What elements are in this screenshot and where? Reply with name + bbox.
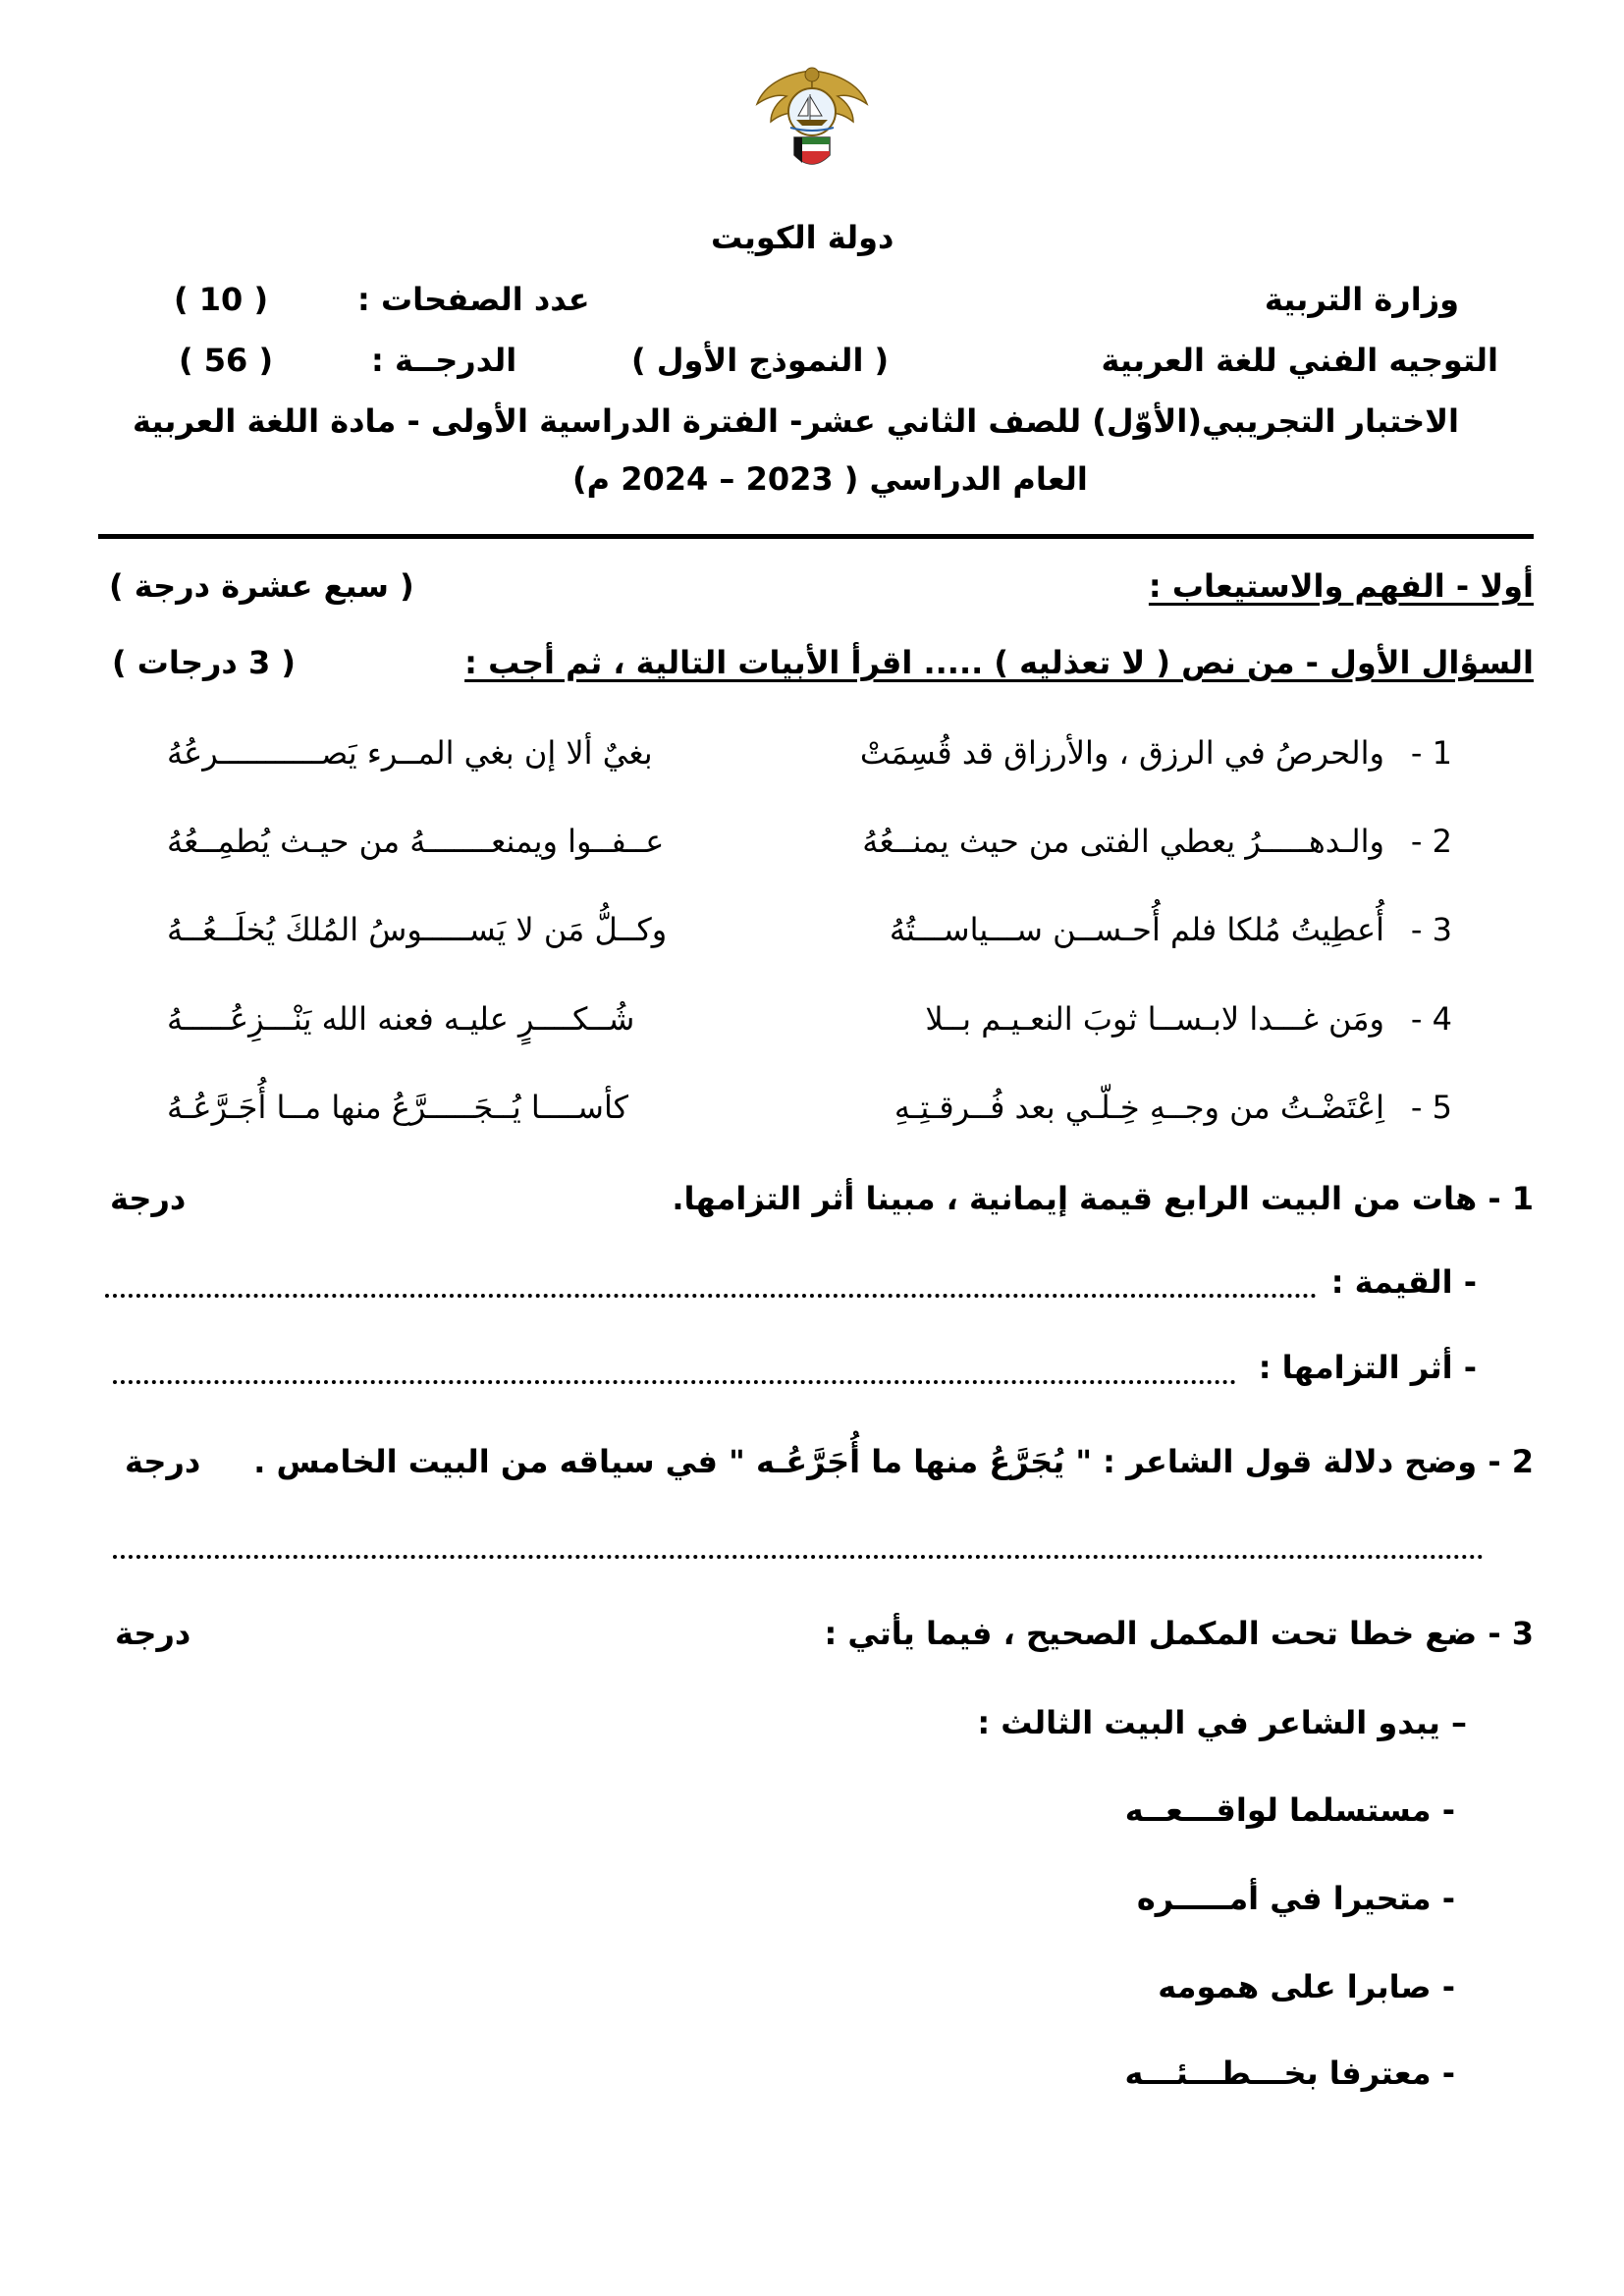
q1-effect-label: - أثر التزامها : [1258, 1349, 1477, 1386]
section-title: أولا - الفهم والاستيعاب : [1148, 567, 1534, 605]
verse-3-second-hemistich: وكــلُّ مَن لا يَســـــوسُ المُلكَ يُخلَــعُــهُ [167, 911, 668, 948]
q2-text: 2 - وضح دلالة قول الشاعر : " يُجَرَّعُ منها ما أُجَرَّعُـه " في سياقه من البيت الخامس . [253, 1443, 1534, 1480]
verse-3-number: 3 - [1410, 911, 1452, 948]
pages-label: عدد الصفحات : [357, 281, 590, 318]
model-label: ( النموذج الأول ) [631, 342, 890, 379]
q3-option-1[interactable]: - مستسلما لواقـــعــه [1124, 1791, 1455, 1829]
pages-value: ( 10 ) [174, 281, 269, 318]
verse-2-first-hemistich: والـدهـــــرُ يعطي الفتى من حيث يمنــعُهُ [862, 823, 1384, 860]
q3-option-4[interactable]: - معترفا بخـــطـــئـــه [1124, 2055, 1455, 2092]
department-label: التوجيه الفني للغة العربية [1101, 342, 1498, 379]
question-score: ( 3 درجات ) [112, 644, 297, 681]
grade-value: ( 56 ) [179, 342, 274, 379]
q1-value-label: - القيمة : [1330, 1263, 1477, 1301]
verse-4-number: 4 - [1410, 1000, 1452, 1038]
academic-year: العام الدراسي ( 2023 – 2024 م) [572, 460, 1088, 498]
question-title: السؤال الأول - من نص ( لا تعذليه ) ..... اقرأ الأبيات التالية ، ثم أجب : [464, 644, 1534, 681]
verse-5-first-hemistich: اِعْتَضْـتُ من وجــهِ خِـلّـي بعد فُــرقـتِـهِ [893, 1089, 1384, 1126]
verse-2-number: 2 - [1410, 823, 1452, 860]
verse-3-first-hemistich: أُعطِيتُ مُلكا فلم أُحـســن ســـياســـتُهُ [889, 911, 1384, 948]
q1-mark: درجة [110, 1180, 187, 1217]
grade-label: الدرجــة : [371, 342, 517, 379]
exam-title: الاختبار التجريبي(الأوّل) للصف الثاني عشر- الفترة الدراسية الأولى - مادة اللغة العربية [132, 402, 1459, 440]
q3-option-3[interactable]: - صابرا على همومه [1158, 1968, 1455, 2005]
q3-option-2[interactable]: - متحيرا في أمـــــره [1136, 1880, 1455, 1917]
q1-effect-answer-line[interactable] [113, 1380, 1236, 1384]
ministry-label: وزارة التربية [1264, 281, 1459, 318]
state-title: دولة الكويت [711, 219, 894, 256]
section-score: ( سبع عشرة درجة ) [109, 567, 414, 605]
kuwait-emblem [751, 61, 873, 177]
verse-1-second-hemistich: بغيٌ ألا إن بغي المــرء يَصـــــــــــرعُهُ [167, 734, 653, 772]
verse-4-first-hemistich: ومَن غـــدا لابـســا ثوبَ النعـيـم بــلا [925, 1000, 1384, 1038]
verse-1-first-hemistich: والحرصُ في الرزق ، والأرزاق قد قُسِمَتْ [859, 734, 1384, 772]
q2-mark: درجة [125, 1443, 201, 1480]
verse-5-number: 5 - [1410, 1089, 1452, 1126]
q1-text: 1 - هات من البيت الرابع قيمة إيمانية ، مبينا أثر التزامها. [672, 1180, 1534, 1217]
q3-mark: درجة [115, 1615, 191, 1652]
verse-1-number: 1 - [1410, 734, 1452, 772]
verse-2-second-hemistich: عــفــوا ويمنعـــــــهُ من حيـث يُطمِــعُهُ [167, 823, 665, 860]
q1-value-answer-line[interactable] [105, 1294, 1317, 1298]
verse-5-second-hemistich: كأســــا يُــجَـــــرَّعُ منها مــا أُجَـرَّعُـهُ [167, 1089, 628, 1126]
header-divider [98, 534, 1534, 539]
q2-answer-line[interactable] [113, 1555, 1484, 1559]
verse-4-second-hemistich: شُــكــــرٍ عليـه فعنه الله يَنْـــزِعُـــــهُ [167, 1000, 635, 1038]
q3-text: 3 - ضع خطا تحت المكمل الصحيح ، فيما يأتي : [824, 1615, 1534, 1652]
q3-stem: – يبدو الشاعر في البيت الثالث : [977, 1704, 1467, 1741]
